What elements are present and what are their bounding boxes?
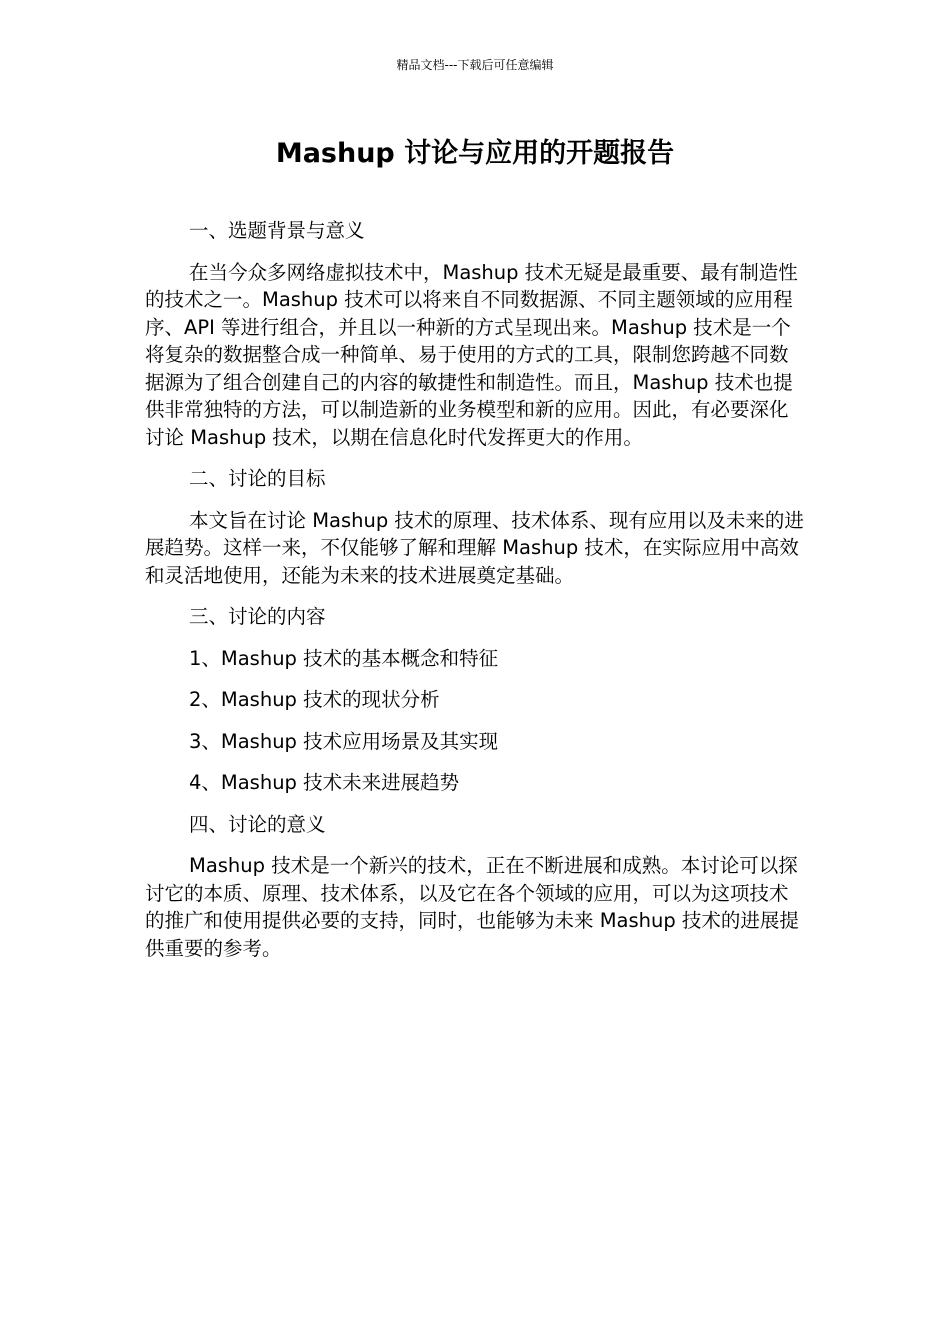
section-heading-content: 三、讨论的内容 (189, 605, 326, 628)
section-heading-significance: 四、讨论的意义 (189, 812, 326, 836)
content-item-3: 3、Mashup 技术应用场景及其实现 (189, 729, 499, 753)
paragraph-background: 在当今众多网络虚拟技术中，Mashup 技术无疑是最重要、最有制造性的技术之一。Mashup 技术可以将来自不同数据源、不同主题领域的应用程序、API 等进行组合，并且以一种新的方式呈现出来。Mashup 技术是一个将复杂的数据整合成一种简单、易于使用的方式的工具，限制您跨越不同数据源为了组合创建自己的内容的敏捷性和制造性。而且，Mashup 技术也提供非常独特的方法，可以制造新的业务模型和新的应用。因此，有必要深化讨论 Mashup 技术，以期在信息化时代发挥更大的作用。 (145, 260, 798, 449)
content-item-2: 2、Mashup 技术的现状分析 (189, 688, 440, 711)
document-title: Mashup 讨论与应用的开题报告 (275, 138, 675, 169)
paragraph-significance: Mashup 技术是一个新兴的技术，正在不断进展和成熟。本讨论可以探讨它的本质、原理、技术体系，以及它在各个领域的应用，可以为这项技术的推广和使用提供必要的支持，同时，也能够为未来 Mashup 技术的进展提供重要的参考。 (145, 854, 799, 960)
page-header: 精品文档---下载后可任意编辑 (396, 58, 554, 72)
section-heading-background: 一、选题背景与意义 (189, 219, 365, 242)
section-heading-goals: 二、讨论的目标 (189, 467, 326, 490)
content-item-4: 4、Mashup 技术未来进展趋势 (189, 771, 460, 794)
paragraph-goals: 本文旨在讨论 Mashup 技术的原理、技术体系、现有应用以及未来的进展趋势。这样一来，不仅能够了解和理解 Mashup 技术，在实际应用中高效和灵活地使用，还能为未来的技术进展奠定基础。 (145, 508, 804, 587)
document-body (145, 217, 805, 976)
content-item-1: 1、Mashup 技术的基本概念和特征 (189, 646, 499, 670)
